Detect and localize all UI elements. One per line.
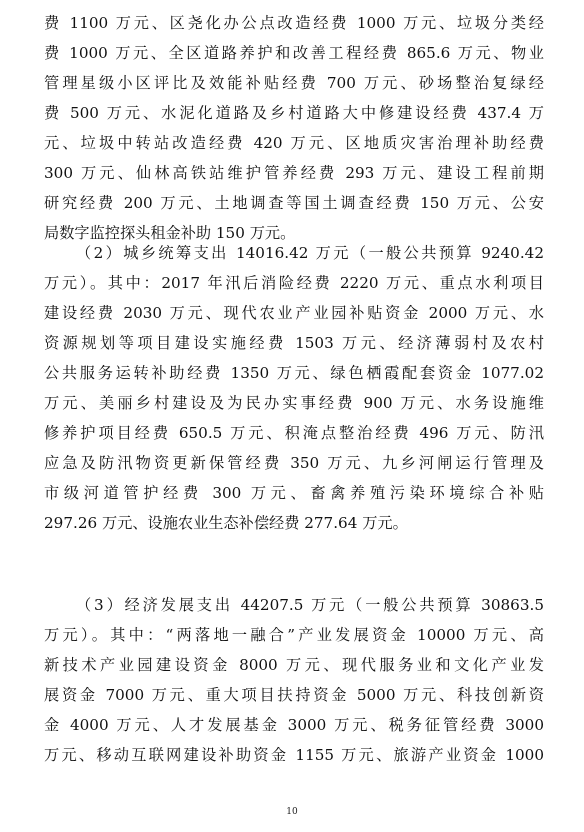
text-line: 297.26 万元、设施农业生态补偿经费 277.64 万元。 bbox=[44, 514, 408, 532]
page-number: 10 bbox=[286, 807, 298, 817]
text-line: 费 500 万元、水泥化道路及乡村道路大中修建设经费 437.4 万 bbox=[44, 104, 544, 122]
text-line: 修养护项目经费 650.5 万元、积淹点整治经费 496 万元、防汛 bbox=[44, 424, 544, 442]
paragraph-economic-development-expenditure bbox=[44, 590, 544, 770]
text-line: 万元）。其中：2017 年汛后消险经费 2220 万元、重点水利项目 bbox=[44, 274, 544, 292]
text-line: 管理星级小区评比及效能补贴经费 700 万元、砂场整治复绿经 bbox=[44, 74, 544, 92]
text-line: 建设经费 2030 万元、现代农业产业园补贴资金 2000 万元、水 bbox=[44, 304, 544, 322]
text-line: 应急及防汛物资更新保管经费 350 万元、九乡河闸运行管理及 bbox=[44, 454, 544, 472]
text-line: 金 4000 万元、人才发展基金 3000 万元、税务征管经费 3000 bbox=[44, 716, 544, 734]
text-line: 市级河道管护经费 300 万元、畜禽养殖污染环境综合补贴 bbox=[44, 484, 544, 502]
text-line: （2）城乡统筹支出 14016.42 万元（一般公共预算 9240.42 bbox=[76, 244, 544, 262]
text-line: 万元）。其中：“两落地一融合”产业发展资金 10000 万元、高 bbox=[44, 626, 544, 644]
text-line: （3）经济发展支出 44207.5 万元（一般公共预算 30863.5 bbox=[76, 596, 544, 614]
text-line: 万元、移动互联网建设补助资金 1155 万元、旅游产业资金 1000 bbox=[44, 746, 544, 764]
text-line: 元、垃圾中转站改造经费 420 万元、区地质灾害治理补助经费 bbox=[44, 134, 544, 152]
paragraph-road-maintenance bbox=[44, 8, 544, 248]
text-line: 300 万元、仙林高铁站维护管养经费 293 万元、建设工程前期 bbox=[44, 164, 544, 182]
text-line: 公共服务运转补助经费 1350 万元、绿色栖霞配套资金 1077.02 bbox=[44, 364, 544, 382]
text-line: 展资金 7000 万元、重大项目扶持资金 5000 万元、科技创新资 bbox=[44, 686, 544, 704]
text-line: 局数字监控探头租金补助 150 万元。 bbox=[44, 224, 296, 242]
text-line: 新技术产业园建设资金 8000 万元、现代服务业和文化产业发 bbox=[44, 656, 544, 674]
text-line: 费 1000 万元、全区道路养护和改善工程经费 865.6 万元、物业 bbox=[44, 44, 544, 62]
text-line: 研究经费 200 万元、土地调查等国土调查经费 150 万元、公安 bbox=[44, 194, 544, 212]
text-line: 万元、美丽乡村建设及为民办实事经费 900 万元、水务设施维 bbox=[44, 394, 544, 412]
text-line: 资源规划等项目建设实施经费 1503 万元、经济薄弱村及农村 bbox=[44, 334, 544, 352]
paragraph-urban-rural-expenditure bbox=[44, 238, 544, 538]
text-line: 费 1100 万元、区尧化办公点改造经费 1000 万元、垃圾分类经 bbox=[44, 14, 544, 32]
